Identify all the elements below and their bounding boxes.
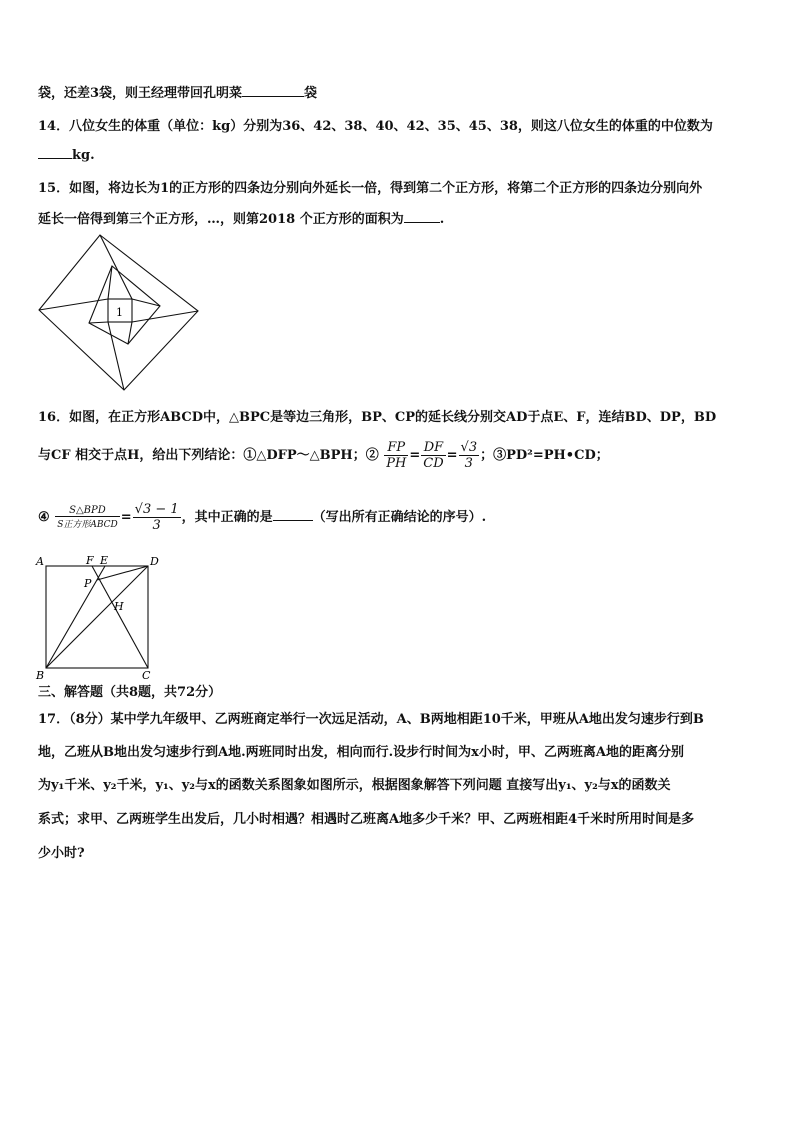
q15-line2	[38, 208, 444, 227]
q13-answer-blank[interactable]	[242, 84, 304, 97]
q16-label-e: E	[100, 554, 109, 567]
q13-text-b: 袋	[304, 86, 318, 101]
q16-line-cf	[92, 566, 148, 668]
q17-line4: 系式；求甲、乙两班学生出发后，几小时相遇？相遇时乙班离A地多少千米？甲、乙两班相距4千米时所用时间是多	[38, 812, 695, 827]
q15-line2-end: .	[439, 212, 445, 227]
q16-line3-c: （写出所有正确结论的序号）.	[312, 510, 487, 525]
q16-line3-b: ，其中正确的是	[181, 510, 273, 525]
section-3-heading: 三、解答题（共8题，共72分）	[38, 685, 222, 700]
q16-line3: ④ $\frac{\text{S△BPD}}{\text{S正方形ABCD}}$ = $\frac{√3 - 1}{3}$ ，其中正确的是 （写出所有正确结论的序号）.	[38, 502, 487, 533]
q16-line-be	[46, 566, 105, 668]
q16-label-b: B	[36, 669, 45, 682]
q16-frac-sqrt3-3: $\frac{√3}{3}$	[460, 440, 478, 471]
q15-middle-square	[89, 266, 160, 344]
q16-line2-a: 与CF 相交于点H，给出下列结论：①△DFP～△BPH；②	[38, 448, 379, 463]
q14-line2	[38, 146, 95, 163]
q16-line2-b: ；③PD²=PH•CD；	[480, 448, 609, 463]
q17-line5: 少小时?	[38, 846, 85, 861]
q14-answer-blank[interactable]	[38, 146, 72, 159]
q13-tail-line	[38, 82, 317, 101]
q16-label-c: C	[142, 669, 151, 682]
q14-line1: 14．八位女生的体重（单位：kg）分别为36、42、38、40、42、35、45、38，则这八位女生的体重的中位数为	[38, 119, 713, 134]
q13-text-a: 袋，还差3袋，则王经理带回孔明菜	[38, 86, 243, 101]
q17-line1: 17．（8分）某中学九年级甲、乙两班商定举行一次远足活动，A、B两地相距10千米，甲班从A地出发匀速步行到B	[38, 712, 704, 727]
q16-label-h: H	[114, 600, 124, 613]
q17-line3: 为y₁千米、y₂千米，y₁、y₂与x的函数关系图象如图所示，根据图象解答下列问题 直接写出y₁、y₂与x的函数关	[38, 778, 671, 793]
q14-unit: kg.	[72, 148, 95, 163]
q16-answer-blank[interactable]	[273, 508, 313, 521]
q15-figure-label: 1	[116, 306, 123, 319]
q16-line-bd	[46, 566, 148, 668]
q16-frac-sqrt3-minus1: $\frac{√3 - 1}{3}$	[134, 502, 179, 533]
q16-frac-df-cd: $\frac{DF}{CD}$	[423, 440, 444, 471]
q15-figure	[34, 232, 202, 392]
q16-figure	[34, 552, 168, 682]
q16-label-f: F	[86, 554, 94, 567]
q15-answer-blank[interactable]	[404, 210, 440, 223]
q16-line2: 与CF 相交于点H，给出下列结论：①△DFP～△BPH；② $\frac{FP}{PH}$ = $\frac{DF}{CD}$ = $\frac{√3}{3}$ ；③PD²=PH•CD；	[38, 440, 609, 471]
q16-label-a: A	[36, 555, 44, 568]
q15-line1: 15．如图，将边长为1的正方形的四条边分别向外延长一倍，得到第二个正方形，将第二个正方形的四条边分别向外	[38, 181, 703, 196]
q15-line2-text: 延长一倍得到第三个正方形，…，则第2018 个正方形的面积为	[38, 212, 404, 227]
q17-line2: 地，乙班从B地出发匀速步行到A地.两班同时出发，相向而行.设步行时间为x小时，甲、乙两班离A地的距离分别	[38, 745, 684, 760]
q16-item4-mark: ④	[38, 510, 50, 525]
q16-line1: 16．如图，在正方形ABCD中，△BPC是等边三角形，BP、CP的延长线分别交AD于点E、F，连结BD、DP，BD	[38, 410, 717, 425]
q16-frac-area-ratio: $\frac{\text{S△BPD}}{\text{S正方形ABCD}}$	[57, 505, 118, 530]
q16-label-p: P	[84, 577, 92, 590]
q16-frac-fp-ph: $\frac{FP}{PH}$	[386, 440, 407, 471]
q16-label-d: D	[150, 555, 159, 568]
